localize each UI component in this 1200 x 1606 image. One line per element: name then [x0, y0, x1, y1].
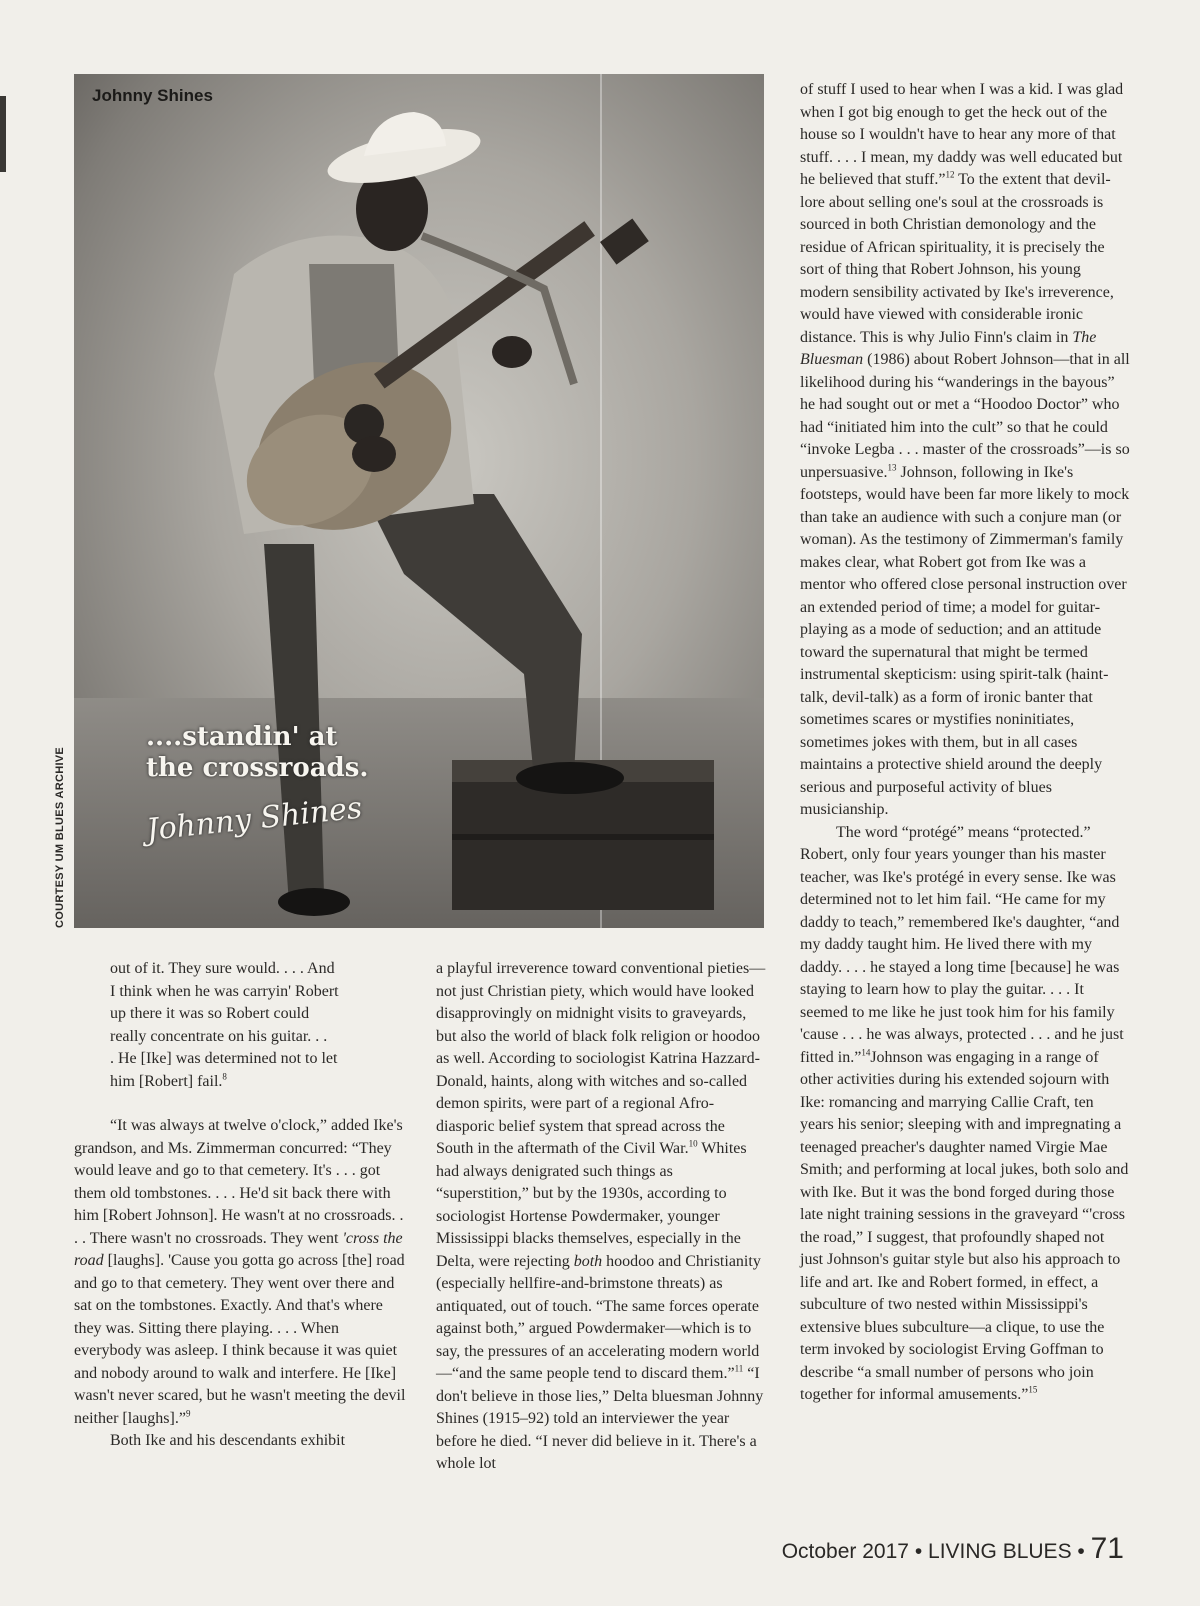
quote-line: out of it. They sure would. . . . And	[110, 960, 335, 977]
paragraph-text: (1986) about Robert Johnson—that in all likelihood during his “wanderings in the bayous” he had sought out or met a “Hoodoo Doctor” who had “initiated him into the cult” so that he could “invoke Legba . . . master of the crossroads”—is so unpersuasive.	[800, 351, 1130, 481]
quote-text: him [Robert] fail.	[110, 1072, 223, 1090]
paragraph	[800, 79, 1130, 822]
quote-line	[110, 1071, 408, 1094]
paragraph-text: “I don't believe in those lies,” Delta bluesman Johnny Shines (1915–92) told an interviewer the year before he died. “I never did believe in it. There's a whole lot	[436, 1365, 764, 1472]
photo-credit: COURTESY UM BLUES ARCHIVE	[54, 746, 66, 928]
paragraph	[436, 958, 766, 1476]
quote-line: I think when he was carryin' Robert	[110, 982, 339, 1000]
footnote-marker: 9	[185, 1408, 191, 1419]
bullet-separator: •	[914, 1540, 923, 1563]
footnote-marker: 11	[734, 1363, 744, 1374]
paragraph-text: Johnson, following in Ike's footsteps, would have been far more likely to mock than take an audience with such a conjure man (or woman). As the testimony of Zimmerman's family makes clear, what Robert got from Ike was a mentor who offered close personal instruction over an extended period of time; a model for guitar-playing as a mode of seduction; and an attitude toward the supernatural that might be termed instrumental skepticism: using spirit-talk (haint-talk, devil-talk) as a form of ironic banter that sometimes scares or mystifies noninitiates, sometimes jokes with them, but in all cases maintains a protective shield around the deeply serious and purposeful activity of blues musicianship.	[800, 463, 1130, 818]
paragraph-text: a playful irreverence toward conventional pieties—not just Christian piety, which would have looked disapprovingly on midnight visits to graveyards, but also the world of black folk religion or hoodoo as well. According to sociologist Katrina Hazzard-Donald, haints, along with witches and so-called demon spirits, were part of a regional Afro-diasporic belief system that spread across the South in the aftermath of the Civil War.	[436, 960, 766, 1157]
signature-line-2: the crossroads.	[146, 753, 369, 784]
paragraph-text: The word “protégé” means “protected.” Robert, only four years younger than his master teacher, was Ike's protégé in every sense. Ike was determined not to let him fail. “He came for my daddy to teach,” remembered Ike's daughter, “and my daddy taught him. He lived there with my daddy. . . . he stayed a long time [because] he was staying to learn how to play the guitar. . . . It seemed to me like he just took him for his family 'cause . . . he was always, protected . . . and he just fitted in.”	[800, 823, 1124, 1066]
photo-johnny-shines	[74, 74, 764, 928]
emphasis-text: both	[573, 1252, 603, 1270]
paragraph-text: [laughs]. 'Cause you gotta go across [the] road and go to that cemetery. They went over there and sat on the tombstones. Exactly. And that's where they was. Sitting there playing. . . . When everybody was asleep. I think because it was quiet and nobody around to walk and interfere. He [Ike] wasn't never scared, but he wasn't meeting the devil neither [laughs].”	[74, 1252, 406, 1427]
footnote-marker: 8	[222, 1071, 227, 1082]
footnote-marker: 13	[887, 462, 897, 473]
paragraph-text: of stuff I used to hear when I was a kid. I was glad when I got big enough to get the heck out of the house so I wouldn't have to hear any more of that stuff. . . . I mean, my daddy was well educated but he believed that stuff.”	[800, 81, 1124, 188]
column-2	[436, 958, 766, 1476]
page-number: 71	[1090, 1532, 1124, 1565]
page-footer	[782, 1532, 1124, 1566]
column-3	[800, 79, 1130, 1407]
quote-line: up there it was so Robert could	[110, 1005, 310, 1022]
paragraph-text: “It was always at twelve o'clock,” added Ike's grandson, and Ms. Zimmerman concurred: “They would leave and go to that cemetery. It's . . . got them old tombstones. . . . He'd sit back there with him [Robert Johnson]. He wasn't at no crossroads. . . . There wasn't no crossroads. They went	[74, 1117, 404, 1247]
footnote-marker: 10	[688, 1138, 698, 1149]
paragraph: Both Ike and his descendants exhibit	[110, 1432, 346, 1449]
quote-line: . He [Ike] was determined not to let	[110, 1050, 338, 1067]
photo-caption: Johnny Shines	[92, 86, 213, 105]
quote-line: really concentrate on his guitar. . .	[110, 1027, 328, 1045]
block-quote	[74, 958, 408, 1093]
paragraph	[800, 822, 1130, 1407]
page-edge	[0, 96, 6, 172]
signature-line-1: ....standin' at	[146, 722, 338, 752]
issue-date: October 2017	[781, 1540, 909, 1563]
column-1	[74, 958, 408, 1453]
paragraph-text: Whites had always denigrated such things as “superstition,” but by the 1930s, according to sociologist Hortense Powdermaker, younger Mississippi blacks themselves, especially in the Delta, were rejecting	[436, 1140, 747, 1270]
paragraph	[74, 1115, 408, 1430]
paragraph-text: Johnson was engaging in a range of other activities during his extended sojourn with Ike: romancing and marrying Callie Craft, ten years his senior; sleeping with and impregnating a teenaged preacher's daughter named Virgie Mae Smith; and performing at local jukes, both solo and with Ike. But it was the bond forged during those late night training sessions in the graveyard “'cross the road,” I suggest, that profoundly shaped not just Johnson's guitar style but also his approach to life and art. Ike and Robert formed, in effect, a subculture of two nested within Mississippi's extensive blues subculture—a clique, to use the term invoked by sociologist Erving Goffman to describe “a small number of persons who join together for informal amusements.”	[800, 1048, 1129, 1403]
signature-name: Johnny Shines	[144, 790, 364, 849]
footnote-marker: 15	[1028, 1384, 1038, 1395]
paragraph-text: To the extent that devil-lore about selling one's soul at the crossroads is sourced in both Christian demonology and the residue of African spirituality, it is precisely the sort of thing that Robert Johnson, his young modern sensibility activated by Ike's irreverence, would have viewed with considerable ironic distance. This is why Julio Finn's claim in	[800, 171, 1114, 346]
bullet-separator: •	[1077, 1540, 1085, 1563]
magazine-name: LIVING BLUES	[928, 1540, 1072, 1563]
paragraph-text: hoodoo and Christianity (especially hellfire-and-brimstone threats) as antiquated, out of touch. “The same forces operate against both,” argued Powdermaker—which is to say, the pressures of an accelerating modern world—“and the same people tend to discard them.”	[436, 1252, 761, 1382]
emphasis-text: 'cross the road	[74, 1229, 403, 1269]
footnote-marker: 12	[945, 169, 955, 180]
emphasis-text: The Bluesman	[800, 328, 1097, 368]
footnote-marker: 14	[861, 1047, 871, 1058]
signature-overlay	[144, 722, 396, 849]
